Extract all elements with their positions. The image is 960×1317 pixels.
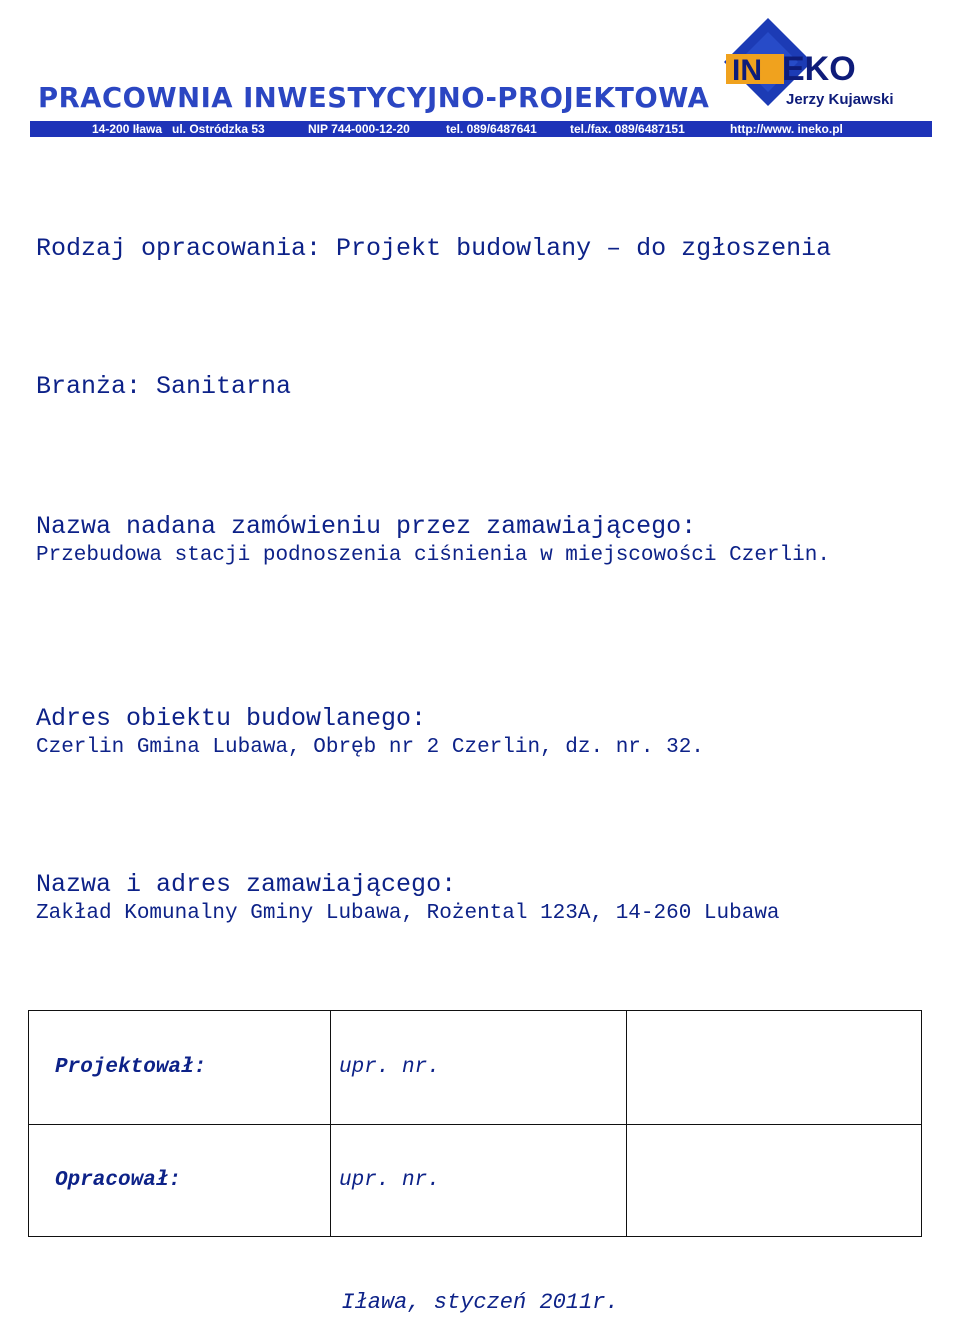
document-type: Rodzaj opracowania: Projekt budowlany – do zgłoszenia [36,234,832,263]
signature-table [28,1010,922,1237]
company-name: PRACOWNIA INWESTYCYJNO-PROJEKTOWA [38,81,710,114]
preparer-license: upr. nr. [339,1169,440,1192]
info-postal: 14-200 Iława [92,122,163,136]
logo-owner: Jerzy Kujawski [786,91,894,108]
order-name-value: Przebudowa stacji podnoszenia ciśnienia w miejscowości Czerlin. [36,544,830,567]
table-row-divider [29,1124,921,1125]
info-tel: tel. 089/6487641 [446,122,537,136]
client-value: Zakład Komunalny Gminy Lubawa, Rożental 123A, 14-260 Lubawa [36,902,780,925]
address-value: Czerlin Gmina Lubawa, Obręb nr 2 Czerlin, dz. nr. 32. [36,736,704,759]
ineko-logo-graphic [720,18,932,116]
document-branch: Branża: Sanitarna [36,372,292,401]
order-name-label: Nazwa nadana zamówieniu przez zamawiającego: [36,512,697,541]
ineko-logo [720,18,932,116]
preparer-label: Opracował: [55,1169,182,1192]
designer-label: Projektował: [55,1056,207,1079]
logo-brand-suffix: EKO [782,50,856,88]
company-info-bar [30,121,932,137]
place-date: Iława, styczeń 2011r. [341,1290,619,1315]
info-web: http://www. ineko.pl [730,122,843,136]
address-label: Adres obiektu budowlanego: [36,704,427,733]
info-nip: NIP 744-000-12-20 [308,122,410,136]
designer-license: upr. nr. [339,1056,440,1079]
info-street: ul. Ostródzka 53 [172,122,265,136]
table-column-divider [330,1011,331,1236]
client-label: Nazwa i adres zamawiającego: [36,870,457,899]
info-fax: tel./fax. 089/6487151 [570,122,685,136]
table-column-divider [626,1011,627,1236]
logo-brand-prefix: IN [732,54,762,87]
